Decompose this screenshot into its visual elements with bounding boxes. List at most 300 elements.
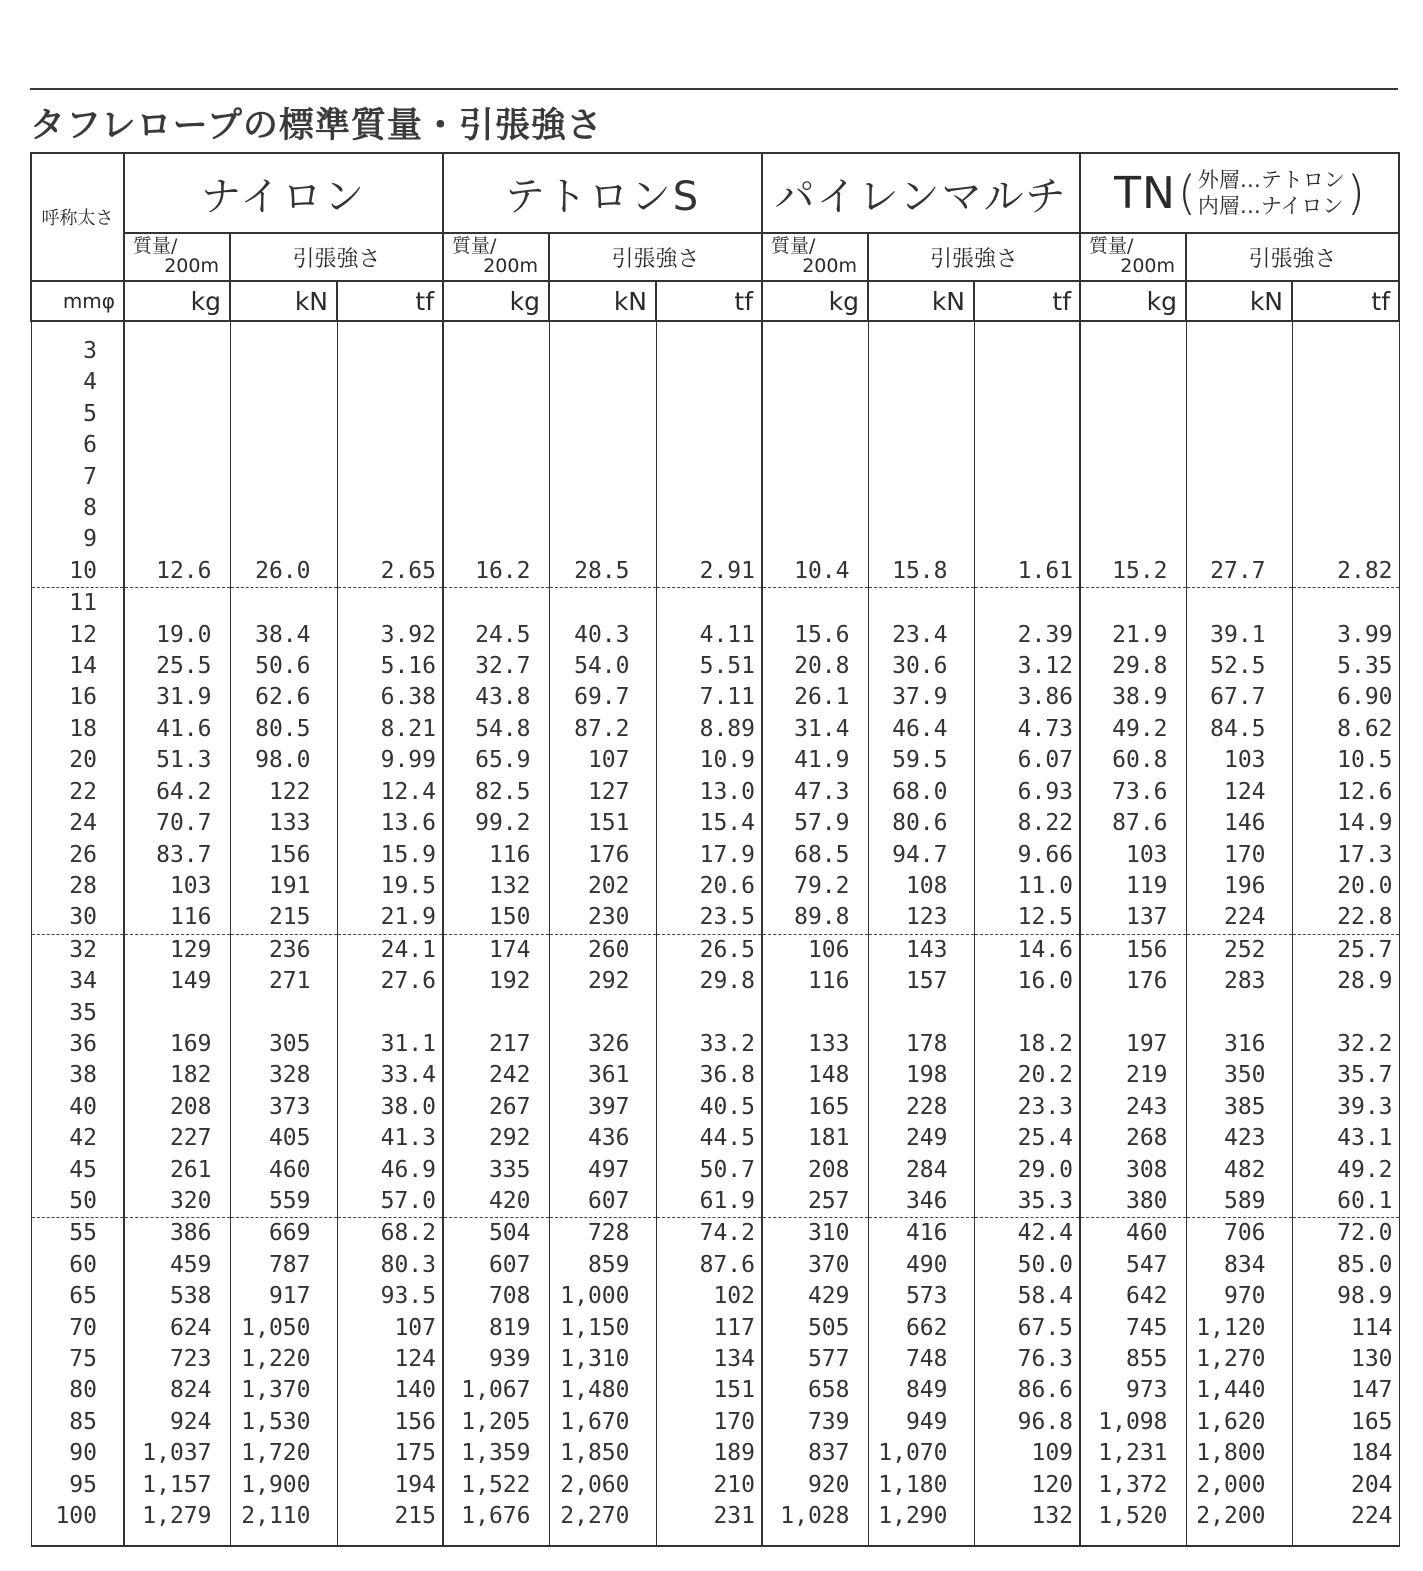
mass-cell: 65.9	[443, 745, 549, 776]
kn-cell: 1,050	[230, 1313, 337, 1344]
tf-cell: 4.73	[974, 714, 1080, 745]
tf-cell	[337, 524, 443, 555]
tf-cell	[656, 493, 762, 524]
size-cell: 18	[31, 714, 124, 745]
size-cell: 12	[31, 620, 124, 651]
mass-cell	[1080, 524, 1186, 555]
table-row	[31, 871, 1399, 902]
tf-cell: 35.3	[974, 1186, 1080, 1218]
kn-cell	[230, 588, 337, 620]
mass-cell: 219	[1080, 1060, 1186, 1091]
mass-cell: 68.5	[762, 840, 868, 871]
size-cell: 42	[31, 1123, 124, 1154]
size-cell: 75	[31, 1344, 124, 1375]
tf-cell: 8.21	[337, 714, 443, 745]
mass-cell: 1,157	[124, 1470, 230, 1501]
tf-cell: 8.89	[656, 714, 762, 745]
tf-cell: 42.4	[974, 1218, 1080, 1250]
kn-cell: 39.1	[1186, 620, 1292, 651]
kn-cell: 385	[1186, 1092, 1292, 1123]
tf-cell: 19.5	[337, 871, 443, 902]
tf-cell	[1292, 336, 1399, 367]
kn-cell: 38.4	[230, 620, 337, 651]
table-row	[31, 462, 1399, 493]
mass-cell: 1,279	[124, 1501, 230, 1546]
kn-cell: 849	[868, 1375, 974, 1406]
table-row	[31, 966, 1399, 997]
mass-cell: 73.6	[1080, 777, 1186, 808]
kn-cell: 80.6	[868, 808, 974, 839]
table-row	[31, 902, 1399, 934]
tf-cell	[337, 336, 443, 367]
size-cell: 90	[31, 1438, 124, 1469]
tf-cell: 20.0	[1292, 871, 1399, 902]
kn-cell: 146	[1186, 808, 1292, 839]
tf-cell: 33.2	[656, 1029, 762, 1060]
kn-cell: 170	[1186, 840, 1292, 871]
size-cell: 36	[31, 1029, 124, 1060]
mass-cell	[124, 462, 230, 493]
kn-cell: 669	[230, 1218, 337, 1250]
group-label-tetoron-s: テトロンS	[504, 173, 701, 220]
mass-cell	[762, 367, 868, 398]
tf-cell: 24.1	[337, 934, 443, 966]
tf-cell: 33.4	[337, 1060, 443, 1091]
tf-cell: 50.7	[656, 1155, 762, 1186]
kn-cell: 1,800	[1186, 1438, 1292, 1469]
tf-cell	[974, 399, 1080, 430]
tf-cell	[337, 462, 443, 493]
tf-cell: 2.65	[337, 556, 443, 588]
kn-cell	[1186, 430, 1292, 461]
table-row	[31, 777, 1399, 808]
mass-cell	[124, 399, 230, 430]
kn-cell	[230, 336, 337, 367]
tf-cell: 14.9	[1292, 808, 1399, 839]
mass-cell: 99.2	[443, 808, 549, 839]
kn-cell: 108	[868, 871, 974, 902]
tf-cell: 76.3	[974, 1344, 1080, 1375]
tf-cell: 15.4	[656, 808, 762, 839]
kn-cell: 236	[230, 934, 337, 966]
kn-cell: 178	[868, 1029, 974, 1060]
mass-cell	[1080, 399, 1186, 430]
tf-cell: 2.39	[974, 620, 1080, 651]
mass-cell: 1,676	[443, 1501, 549, 1546]
mass-cell: 19.0	[124, 620, 230, 651]
tf-cell: 189	[656, 1438, 762, 1469]
kn-cell	[549, 399, 656, 430]
kn-cell: 316	[1186, 1029, 1292, 1060]
tf-cell: 2.82	[1292, 556, 1399, 588]
mass-cell: 192	[443, 966, 549, 997]
tf-cell: 2.91	[656, 556, 762, 588]
mass-cell: 129	[124, 934, 230, 966]
mass-cell: 174	[443, 934, 549, 966]
unit-mass-nylon: kg	[124, 281, 230, 321]
mass-cell: 15.6	[762, 620, 868, 651]
mass-cell	[1080, 588, 1186, 620]
group-header-tetoron-s	[443, 153, 762, 233]
mass-cell: 642	[1080, 1281, 1186, 1312]
mass-cell: 54.8	[443, 714, 549, 745]
mass-cell	[1080, 998, 1186, 1029]
mass-cell: 119	[1080, 871, 1186, 902]
table-row	[31, 1186, 1399, 1218]
mass-cell: 137	[1080, 902, 1186, 934]
tf-cell: 215	[337, 1501, 443, 1546]
kn-cell: 124	[1186, 777, 1292, 808]
mass-cell	[443, 367, 549, 398]
tf-cell: 6.38	[337, 682, 443, 713]
tf-cell: 67.5	[974, 1313, 1080, 1344]
kn-cell: 1,900	[230, 1470, 337, 1501]
tf-cell: 96.8	[974, 1407, 1080, 1438]
kn-cell	[1186, 493, 1292, 524]
mass-header-pylen-multi	[762, 233, 868, 281]
tf-cell: 49.2	[1292, 1155, 1399, 1186]
tf-cell	[656, 367, 762, 398]
mass-cell	[124, 336, 230, 367]
tf-cell: 156	[337, 1407, 443, 1438]
kn-cell: 54.0	[549, 651, 656, 682]
tf-cell: 85.0	[1292, 1250, 1399, 1281]
mass-cell: 420	[443, 1186, 549, 1218]
kn-cell	[230, 399, 337, 430]
tf-cell: 117	[656, 1313, 762, 1344]
table-row	[31, 934, 1399, 966]
tf-cell: 210	[656, 1470, 762, 1501]
strength-header-tn: 引張強さ	[1186, 233, 1399, 281]
kn-cell: 228	[868, 1092, 974, 1123]
table-row	[31, 745, 1399, 776]
mass-cell: 257	[762, 1186, 868, 1218]
tf-cell	[656, 588, 762, 620]
table-row	[31, 1281, 1399, 1312]
tf-cell: 32.2	[1292, 1029, 1399, 1060]
mass-cell: 16.2	[443, 556, 549, 588]
kn-cell: 67.7	[1186, 682, 1292, 713]
tf-cell: 29.8	[656, 966, 762, 997]
table-row	[31, 682, 1399, 713]
mass-cell: 43.8	[443, 682, 549, 713]
kn-cell: 1,180	[868, 1470, 974, 1501]
kn-cell: 176	[549, 840, 656, 871]
tf-cell: 124	[337, 1344, 443, 1375]
size-cell: 50	[31, 1186, 124, 1218]
kn-cell: 156	[230, 840, 337, 871]
mass-cell	[124, 493, 230, 524]
size-cell: 8	[31, 493, 124, 524]
kn-cell: 2,200	[1186, 1501, 1292, 1546]
mass-cell: 1,372	[1080, 1470, 1186, 1501]
mass-cell: 70.7	[124, 808, 230, 839]
table-row	[31, 493, 1399, 524]
tf-cell: 3.99	[1292, 620, 1399, 651]
tf-cell: 6.93	[974, 777, 1080, 808]
mass-cell: 624	[124, 1313, 230, 1344]
tf-cell: 12.6	[1292, 777, 1399, 808]
unit-mass-tn: kg	[1080, 281, 1186, 321]
kn-cell: 87.2	[549, 714, 656, 745]
mass-cell: 20.8	[762, 651, 868, 682]
tf-cell: 130	[1292, 1344, 1399, 1375]
strength-header-nylon: 引張強さ	[230, 233, 443, 281]
tf-cell: 25.4	[974, 1123, 1080, 1154]
mass-header-length: 200m	[483, 255, 538, 277]
kn-cell: 84.5	[1186, 714, 1292, 745]
mass-cell: 504	[443, 1218, 549, 1250]
tf-cell	[337, 430, 443, 461]
tf-cell: 4.11	[656, 620, 762, 651]
kn-cell: 26.0	[230, 556, 337, 588]
size-cell: 60	[31, 1250, 124, 1281]
mass-cell: 87.6	[1080, 808, 1186, 839]
mass-cell: 547	[1080, 1250, 1186, 1281]
kn-cell	[549, 430, 656, 461]
mass-cell: 723	[124, 1344, 230, 1375]
mass-header-length: 200m	[1120, 255, 1176, 277]
tf-cell	[1292, 493, 1399, 524]
tf-cell	[974, 493, 1080, 524]
tf-cell: 204	[1292, 1470, 1399, 1501]
size-header	[31, 153, 124, 281]
kn-cell: 123	[868, 902, 974, 934]
kn-cell	[230, 493, 337, 524]
mass-cell: 26.1	[762, 682, 868, 713]
kn-cell: 143	[868, 934, 974, 966]
mass-header-tetoron-s	[443, 233, 549, 281]
table-row	[31, 1501, 1399, 1546]
mass-cell: 12.6	[124, 556, 230, 588]
mass-cell	[1080, 493, 1186, 524]
kn-cell: 127	[549, 777, 656, 808]
table-row	[31, 1029, 1399, 1060]
kn-cell: 98.0	[230, 745, 337, 776]
kn-cell: 460	[230, 1155, 337, 1186]
mass-cell: 505	[762, 1313, 868, 1344]
kn-cell	[868, 462, 974, 493]
tf-cell: 72.0	[1292, 1218, 1399, 1250]
mass-cell: 149	[124, 966, 230, 997]
mass-cell	[124, 430, 230, 461]
table-row	[31, 524, 1399, 555]
mass-header-label: 質量/	[133, 235, 178, 257]
mass-cell	[124, 998, 230, 1029]
tf-cell: 147	[1292, 1375, 1399, 1406]
kn-cell: 215	[230, 902, 337, 934]
tf-cell: 10.5	[1292, 745, 1399, 776]
mass-cell: 208	[124, 1092, 230, 1123]
kn-cell: 157	[868, 966, 974, 997]
kn-cell	[1186, 588, 1292, 620]
mass-cell: 83.7	[124, 840, 230, 871]
kn-cell: 859	[549, 1250, 656, 1281]
open-paren-glyph: (	[1177, 166, 1196, 220]
size-cell: 6	[31, 430, 124, 461]
kn-cell	[1186, 462, 1292, 493]
tf-cell: 132	[974, 1501, 1080, 1546]
table-row	[31, 1060, 1399, 1091]
mass-cell	[443, 588, 549, 620]
kn-cell: 1,530	[230, 1407, 337, 1438]
mass-cell	[124, 524, 230, 555]
table-row	[31, 998, 1399, 1029]
tf-cell: 41.3	[337, 1123, 443, 1154]
tf-cell: 12.5	[974, 902, 1080, 934]
kn-cell: 230	[549, 902, 656, 934]
tf-cell: 40.5	[656, 1092, 762, 1123]
unit-mass-tetoron-s: kg	[443, 281, 549, 321]
size-cell: 14	[31, 651, 124, 682]
tf-cell: 14.6	[974, 934, 1080, 966]
mass-cell	[762, 998, 868, 1029]
kn-cell	[549, 336, 656, 367]
mass-cell: 57.9	[762, 808, 868, 839]
size-cell: 32	[31, 934, 124, 966]
kn-cell: 949	[868, 1407, 974, 1438]
kn-cell: 1,000	[549, 1281, 656, 1312]
mass-cell: 308	[1080, 1155, 1186, 1186]
table-row	[31, 1218, 1399, 1250]
tf-cell: 109	[974, 1438, 1080, 1469]
kn-cell	[868, 588, 974, 620]
table-row	[31, 1438, 1399, 1469]
kn-cell: 350	[1186, 1060, 1292, 1091]
table-row	[31, 588, 1399, 620]
kn-cell: 27.7	[1186, 556, 1292, 588]
table-row	[31, 840, 1399, 871]
group-header-tn	[1080, 153, 1399, 233]
kn-cell	[1186, 367, 1292, 398]
tf-cell	[656, 998, 762, 1029]
unit-kn-tetoron-s: kN	[549, 281, 656, 321]
tf-cell	[974, 588, 1080, 620]
tf-cell: 20.6	[656, 871, 762, 902]
table-row	[31, 651, 1399, 682]
tf-cell: 57.0	[337, 1186, 443, 1218]
tf-cell: 18.2	[974, 1029, 1080, 1060]
tf-cell: 80.3	[337, 1250, 443, 1281]
kn-cell	[1186, 998, 1292, 1029]
kn-cell: 787	[230, 1250, 337, 1281]
size-cell: 85	[31, 1407, 124, 1438]
kn-cell: 405	[230, 1123, 337, 1154]
table-row	[31, 620, 1399, 651]
kn-cell: 1,220	[230, 1344, 337, 1375]
table-row	[31, 1470, 1399, 1501]
kn-cell: 748	[868, 1344, 974, 1375]
mass-cell	[762, 462, 868, 493]
kn-cell: 249	[868, 1123, 974, 1154]
tf-cell: 68.2	[337, 1218, 443, 1250]
mass-cell: 577	[762, 1344, 868, 1375]
mass-cell	[762, 336, 868, 367]
kn-cell: 1,620	[1186, 1407, 1292, 1438]
kn-cell: 416	[868, 1218, 974, 1250]
mass-cell: 25.5	[124, 651, 230, 682]
mass-cell: 148	[762, 1060, 868, 1091]
kn-cell: 1,120	[1186, 1313, 1292, 1344]
tf-cell: 107	[337, 1313, 443, 1344]
size-cell: 100	[31, 1501, 124, 1546]
tn-note-outer: 外層…テトロン	[1197, 168, 1345, 192]
mass-cell: 708	[443, 1281, 549, 1312]
table-row	[31, 1375, 1399, 1406]
kn-cell: 68.0	[868, 777, 974, 808]
kn-cell	[549, 493, 656, 524]
mass-cell: 116	[443, 840, 549, 871]
kn-cell: 133	[230, 808, 337, 839]
mass-cell: 538	[124, 1281, 230, 1312]
kn-cell: 573	[868, 1281, 974, 1312]
mass-cell: 268	[1080, 1123, 1186, 1154]
tf-cell: 17.3	[1292, 840, 1399, 871]
size-cell: 11	[31, 588, 124, 620]
mass-cell: 64.2	[124, 777, 230, 808]
unit-kn-nylon: kN	[230, 281, 337, 321]
mass-cell: 429	[762, 1281, 868, 1312]
mass-cell: 745	[1080, 1313, 1186, 1344]
kn-cell: 346	[868, 1186, 974, 1218]
tf-cell: 98.9	[1292, 1281, 1399, 1312]
mass-cell: 103	[124, 871, 230, 902]
tf-cell: 43.1	[1292, 1123, 1399, 1154]
size-cell: 24	[31, 808, 124, 839]
tf-cell	[1292, 367, 1399, 398]
tf-cell	[974, 430, 1080, 461]
size-cell: 55	[31, 1218, 124, 1250]
kn-cell	[549, 588, 656, 620]
kn-cell: 559	[230, 1186, 337, 1218]
mass-header-nylon	[124, 233, 230, 281]
size-cell: 26	[31, 840, 124, 871]
tf-cell: 36.8	[656, 1060, 762, 1091]
tf-cell	[656, 399, 762, 430]
kn-cell: 397	[549, 1092, 656, 1123]
kn-cell: 1,150	[549, 1313, 656, 1344]
kn-cell: 706	[1186, 1218, 1292, 1250]
kn-cell: 497	[549, 1155, 656, 1186]
tf-cell: 23.5	[656, 902, 762, 934]
tf-cell	[1292, 430, 1399, 461]
table-row	[31, 1250, 1399, 1281]
mass-header-tn	[1080, 233, 1186, 281]
kn-cell	[868, 493, 974, 524]
kn-cell: 1,370	[230, 1375, 337, 1406]
kn-cell: 69.7	[549, 682, 656, 713]
tf-cell: 11.0	[974, 871, 1080, 902]
mass-cell: 51.3	[124, 745, 230, 776]
kn-cell: 728	[549, 1218, 656, 1250]
kn-cell	[1186, 336, 1292, 367]
tf-cell: 3.12	[974, 651, 1080, 682]
mass-cell: 837	[762, 1438, 868, 1469]
tf-cell: 140	[337, 1375, 443, 1406]
tf-cell: 170	[656, 1407, 762, 1438]
tf-cell	[974, 336, 1080, 367]
mass-cell: 386	[124, 1218, 230, 1250]
tf-cell: 8.22	[974, 808, 1080, 839]
size-cell: 38	[31, 1060, 124, 1091]
page-title: タフレロープの標準質量・引張強さ	[30, 106, 603, 146]
kn-cell: 373	[230, 1092, 337, 1123]
kn-cell: 260	[549, 934, 656, 966]
kn-cell: 1,070	[868, 1438, 974, 1469]
mass-cell: 1,231	[1080, 1438, 1186, 1469]
mass-cell: 855	[1080, 1344, 1186, 1375]
mass-cell: 133	[762, 1029, 868, 1060]
